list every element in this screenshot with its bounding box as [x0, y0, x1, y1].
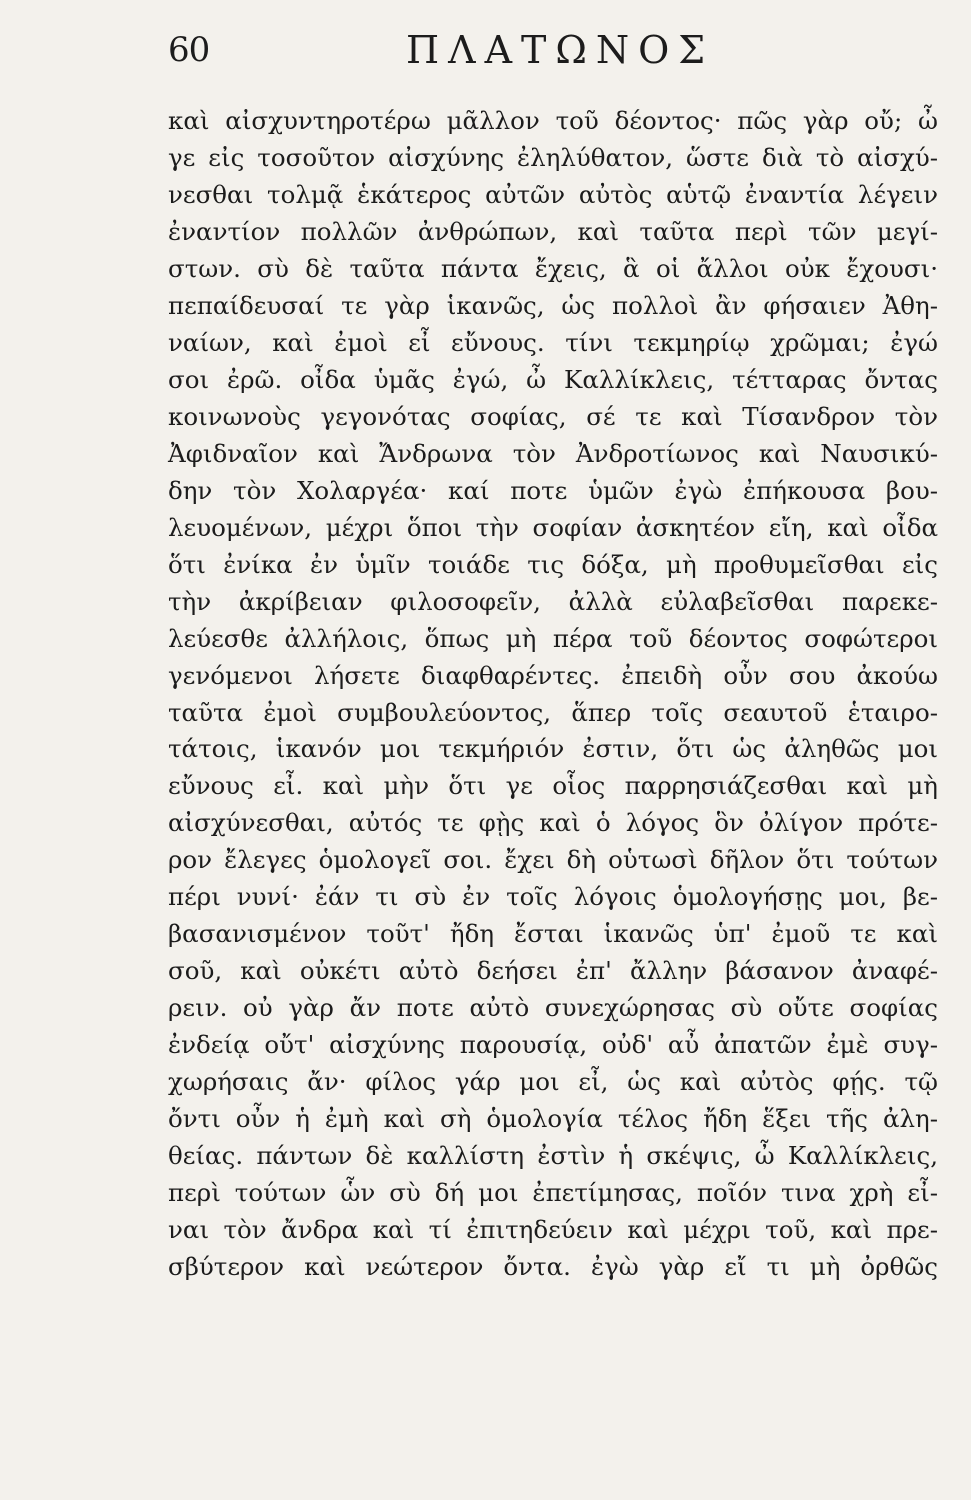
text-line: σβύτερον καὶ νεώτερον ὄντα. ἐγὼ γὰρ εἴ τι μὴ ὀρθῶς	[168, 1252, 938, 1282]
text-line: χωρήσαις ἄν· φίλος γάρ μοι εἶ, ὡς καὶ αὐτὸς φῄς. τῷ	[168, 1067, 938, 1097]
text-line: γενόμενοι λήσετε διαφθαρέντες. ἐπειδὴ οὖν σου ἀκούω	[168, 660, 938, 690]
text-line: ἐναντίον πολλῶν ἀνθρώπων, καὶ ταῦτα περὶ τῶν μεγί-	[168, 216, 938, 246]
text-line: ρον ἔλεγες ὁμολογεῖ σοι. ἔχει δὴ οὑτωσὶ δῆλον ὅτι τούτων	[168, 845, 938, 875]
text-line: γε εἰς τοσοῦτον αἰσχύνης ἐληλύθατον, ὥστε διὰ τὸ αἰσχύ-	[168, 142, 938, 172]
text-line: πεπαίδευσαί τε γὰρ ἱκανῶς, ὡς πολλοὶ ἂν φήσαιεν Ἀθη-	[168, 290, 938, 320]
text-line: δην τὸν Χολαργέα· καί ποτε ὑμῶν ἐγὼ ἐπήκουσα βου-	[168, 475, 938, 505]
text-line: ὄντι οὖν ἡ ἐμὴ καὶ σὴ ὁμολογία τέλος ἤδη ἕξει τῆς ἀλη-	[168, 1104, 938, 1134]
text-line: ρειν. οὐ γὰρ ἄν ποτε αὐτὸ συνεχώρησας σὺ οὔτε σοφίας	[168, 993, 938, 1023]
text-line: λευομένων, μέχρι ὅποι τὴν σοφίαν ἀσκητέον εἴη, καὶ οἶδα	[168, 512, 938, 542]
text-line: καὶ αἰσχυντηροτέρω μᾶλλον τοῦ δέοντος· πῶς γὰρ οὔ; ὦ	[168, 106, 938, 135]
text-line: περὶ τούτων ὧν σὺ δή μοι ἐπετίμησας, ποῖόν τινα χρὴ εἶ-	[168, 1178, 938, 1208]
text-line: ἐνδείᾳ οὔτ' αἰσχύνης παρουσίᾳ, οὐδ' αὖ ἀπατῶν ἐμὲ συγ-	[168, 1030, 938, 1060]
text-line: πέρι νυνί· ἐάν τι σὺ ἐν τοῖς λόγοις ὁμολογήσῃς μοι, βε-	[168, 882, 938, 912]
text-line: σοῦ, καὶ οὐκέτι αὐτὸ δεήσει ἐπ' ἄλλην βάσανον ἀναφέ-	[168, 956, 938, 986]
body-text	[168, 103, 938, 1286]
text-line: εὔνους εἶ. καὶ μὴν ὅτι γε οἷος παρρησιάζεσθαι καὶ μὴ	[168, 771, 938, 801]
text-line: ναίων, καὶ ἐμοὶ εἶ εὔνους. τίνι τεκμηρίῳ χρῶμαι; ἐγώ	[168, 327, 938, 357]
text-line: βασανισμένον τοῦτ' ἤδη ἔσται ἱκανῶς ὑπ' ἐμοῦ τε καὶ	[168, 919, 938, 949]
text-line: θείας. πάντων δὲ καλλίστη ἐστὶν ἡ σκέψις, ὦ Καλλίκλεις,	[168, 1141, 938, 1171]
page-header	[168, 24, 938, 84]
text-line: νεσθαι τολμᾷ ἑκάτερος αὐτῶν αὐτὸς αὑτῷ ἐναντία λέγειν	[168, 179, 938, 209]
text-line: ναι τὸν ἄνδρα καὶ τί ἐπιτηδεύειν καὶ μέχρι τοῦ, καὶ πρε-	[168, 1215, 938, 1245]
running-title: ΠΛΑΤΩΝΟΣ	[406, 28, 715, 72]
text-line: ὅτι ἐνίκα ἐν ὑμῖν τοιάδε τις δόξα, μὴ προθυμεῖσθαι εἰς	[168, 549, 938, 579]
text-line: Ἀφιδναῖον καὶ Ἄνδρωνα τὸν Ἀνδροτίωνος καὶ Ναυσικύ-	[168, 438, 938, 468]
text-line: ταῦτα ἐμοὶ συμβουλεύοντος, ἅπερ τοῖς σεαυτοῦ ἑταιρο-	[168, 697, 938, 727]
text-line: αἰσχύνεσθαι, αὐτός τε φῂς καὶ ὁ λόγος ὃν ὀλίγον πρότε-	[168, 808, 938, 838]
text-line: στων. σὺ δὲ ταῦτα πάντα ἔχεις, ἃ οἱ ἄλλοι οὐκ ἔχουσι·	[168, 253, 938, 283]
text-line: κοινωνοὺς γεγονότας σοφίας, σέ τε καὶ Τίσανδρον τὸν	[168, 401, 938, 431]
text-line: σοι ἐρῶ. οἶδα ὑμᾶς ἐγώ, ὦ Καλλίκλεις, τέτταρας ὄντας	[168, 364, 938, 394]
page-number: 60	[168, 30, 210, 70]
text-line: λεύεσθε ἀλλήλοις, ὅπως μὴ πέρα τοῦ δέοντος σοφώτεροι	[168, 623, 938, 653]
text-line: τὴν ἀκρίβειαν φιλοσοφεῖν, ἀλλὰ εὐλαβεῖσθαι παρεκε-	[168, 586, 938, 616]
text-line: τάτοις, ἱκανόν μοι τεκμήριόν ἐστιν, ὅτι ὡς ἀληθῶς μοι	[168, 734, 938, 764]
